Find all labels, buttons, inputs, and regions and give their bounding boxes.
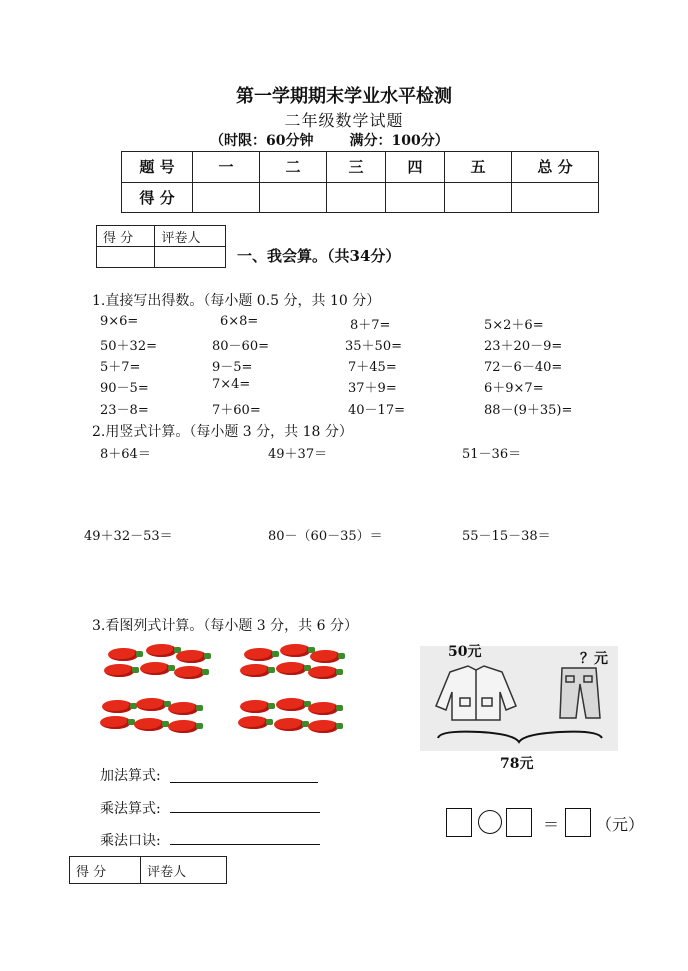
score-input-cell[interactable] [386, 182, 445, 213]
rhyme-answer-line[interactable] [170, 844, 320, 845]
calc-item: 6×8= [220, 314, 259, 329]
calc-item: 7＋45= [348, 360, 397, 375]
page-subtitle: 二年级数学试题 [284, 111, 404, 130]
score-header-cell: 三 [327, 152, 386, 183]
pants-price: ？元 [580, 651, 608, 667]
score-header-cell: 一 [193, 152, 260, 183]
grader-name-cell[interactable] [155, 247, 226, 268]
rhyme-label: 乘法口诀: [100, 833, 161, 849]
grader-name-label: 评卷人 [155, 226, 226, 247]
calc-item: 7×4= [212, 377, 251, 392]
vertical-calc-item: 8＋64＝ [100, 447, 151, 462]
calc-item: 5＋7= [100, 360, 141, 375]
score-input-cell[interactable] [260, 182, 327, 213]
score-header-cell: 题 号 [122, 152, 193, 183]
score-input-cell[interactable] [445, 182, 512, 213]
multiplication-answer-line[interactable] [170, 812, 320, 813]
grader-score-label: 得 分 [70, 857, 141, 884]
answer-box[interactable] [506, 808, 532, 837]
section-heading: 一、我会算。（共34分） [237, 247, 401, 265]
calc-item: 40－17= [348, 403, 405, 418]
calc-item: 88－(9＋35)= [484, 403, 573, 418]
total-brace [438, 732, 602, 742]
answer-box[interactable] [565, 808, 591, 837]
calc-item: 7＋60= [212, 403, 261, 418]
calc-item: 6＋9×7= [484, 381, 544, 396]
score-header-cell: 五 [445, 152, 512, 183]
full-score: 满分：100分） [349, 133, 449, 149]
calc-item: 5×2＋6= [484, 318, 544, 333]
addition-label: 加法算式: [100, 768, 161, 784]
operator-circle[interactable] [478, 810, 502, 834]
answer-box[interactable] [446, 808, 472, 837]
calc-item: 72－6－40= [484, 360, 563, 375]
grader-score-label: 得 分 [97, 226, 155, 247]
exam-meta [210, 130, 449, 150]
calc-item: 9－5= [212, 360, 253, 375]
calc-item: 8＋7= [350, 318, 391, 333]
jacket-price: 50元 [448, 644, 482, 660]
vertical-calc-item: 49＋37＝ [268, 447, 328, 462]
multiplication-label: 乘法算式: [100, 801, 161, 817]
score-header-cell: 二 [260, 152, 327, 183]
calc-item: 90－5= [100, 381, 149, 396]
chili-pepper-illustration [96, 640, 346, 735]
vertical-calc-item: 55－15－38＝ [462, 529, 551, 544]
calc-item: 50＋32= [100, 339, 157, 354]
calc-item: 35＋50= [345, 339, 402, 354]
score-input-cell[interactable] [512, 182, 599, 213]
grader-box [96, 225, 226, 268]
calc-item: 23－8= [100, 403, 149, 418]
score-header-cell: 总 分 [512, 152, 599, 183]
pants-icon [560, 668, 600, 718]
calc-item: 23＋20－9= [484, 339, 563, 354]
calc-item: 9×6= [100, 314, 139, 329]
score-header-cell: 四 [386, 152, 445, 183]
total-price: 78元 [500, 756, 534, 772]
score-input-cell[interactable] [327, 182, 386, 213]
calc-item: 37＋9= [348, 381, 397, 396]
unit-label: （元） [596, 815, 645, 834]
calc-item: 80－60= [212, 339, 269, 354]
vertical-calc-item: 49＋32－53＝ [84, 529, 173, 544]
grader-name-label: 评卷人 [141, 857, 227, 884]
time-limit: （时限：60分钟 [210, 133, 314, 149]
question-1-prompt: 1.直接写出得数。（每小题 0.5 分，共 10 分） [92, 293, 381, 309]
question-2-prompt: 2.用竖式计算。（每小题 3 分，共 18 分） [92, 424, 353, 440]
grader-score-cell[interactable] [97, 247, 155, 268]
score-input-cell[interactable] [193, 182, 260, 213]
question-3-prompt: 3.看图列式计算。（每小题 3 分，共 6 分） [92, 618, 358, 634]
score-table-score-row [122, 182, 599, 213]
jacket-icon [436, 666, 516, 720]
vertical-calc-item: 80－（60－35）＝ [268, 529, 383, 544]
score-table-header-row [122, 152, 599, 183]
equals-sign: ＝ [543, 815, 560, 834]
addition-answer-line[interactable] [170, 782, 318, 783]
vertical-calc-item: 51－36＝ [462, 447, 522, 462]
page-title: 第一学期期末学业水平检测 [236, 86, 452, 107]
score-table [121, 151, 599, 213]
score-row-label: 得 分 [122, 182, 193, 213]
grader-box-2 [69, 856, 227, 884]
